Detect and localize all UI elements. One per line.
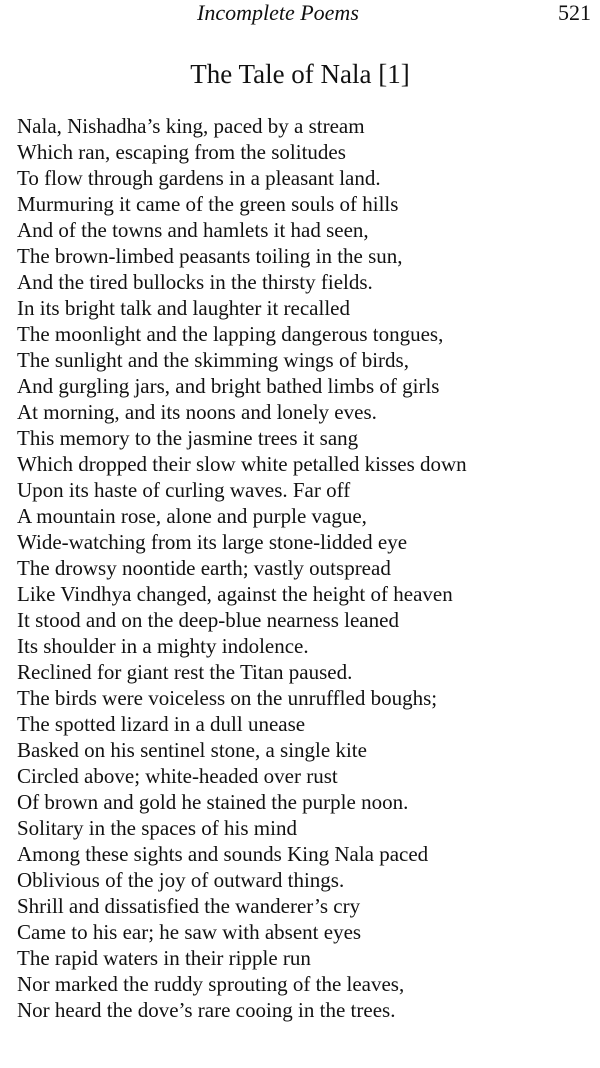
poem-line: Basked on his sentinel stone, a single kite [17,738,367,762]
poem-line: Reclined for giant rest the Titan paused. [17,660,353,684]
poem-line: Murmuring it came of the green souls of hills [17,192,399,216]
poem-line: The spotted lizard in a dull unease [17,712,306,736]
poem-line: Upon its haste of curling waves. Far off [17,478,351,502]
poem-line: Which dropped their slow white petalled kisses down [17,452,467,476]
poem-line: A mountain rose, alone and purple vague, [17,504,367,528]
running-header [0,0,600,30]
poem-line: Nala, Nishadha’s king, paced by a stream [17,114,365,138]
poem-line: Nor heard the dove’s rare cooing in the trees. [17,998,396,1022]
poem-line: The sunlight and the skimming wings of birds, [17,348,409,372]
poem-line: Of brown and gold he stained the purple noon. [17,790,409,814]
poem-line: The brown-limbed peasants toiling in the sun, [17,244,403,268]
poem-body [17,113,592,1023]
poem-line: Circled above; white-headed over rust [17,764,338,788]
poem-line: Like Vindhya changed, against the height of heaven [17,582,453,606]
poem-line: And gurgling jars, and bright bathed limbs of girls [17,374,440,398]
poem-line: Wide-watching from its large stone-lidded eye [17,530,408,554]
poem-line: It stood and on the deep-blue nearness leaned [17,608,399,632]
poem-line: The moonlight and the lapping dangerous tongues, [17,322,444,346]
poem-title: The Tale of Nala [1] [190,59,410,89]
poem-line: And the tired bullocks in the thirsty fields. [17,270,373,294]
poem-line: Its shoulder in a mighty indolence. [17,634,309,658]
poem-line: This memory to the jasmine trees it sang [17,426,359,450]
poem-line: Among these sights and sounds King Nala paced [17,842,429,866]
poem-line: And of the towns and hamlets it had seen, [17,218,369,242]
page-number: 521 [558,0,591,25]
poem-line: The rapid waters in their ripple run [17,946,311,970]
poem-line: The birds were voiceless on the unruffled boughs; [17,686,438,710]
poem-line: Which ran, escaping from the solitudes [17,140,346,164]
poem-line: Came to his ear; he saw with absent eyes [17,920,362,944]
poem-line: At morning, and its noons and lonely eves. [17,400,377,424]
poem-line: In its bright talk and laughter it recalled [17,296,350,320]
poem-line: Solitary in the spaces of his mind [17,816,297,840]
poem-line: Nor marked the ruddy sprouting of the leaves, [17,972,405,996]
poem-line: Shrill and dissatisfied the wanderer’s cry [17,894,361,918]
running-title: Incomplete Poems [197,0,359,25]
poem-line: Oblivious of the joy of outward things. [17,868,345,892]
poem-line: To flow through gardens in a pleasant land. [17,166,381,190]
poem-line: The drowsy noontide earth; vastly outspread [17,556,391,580]
